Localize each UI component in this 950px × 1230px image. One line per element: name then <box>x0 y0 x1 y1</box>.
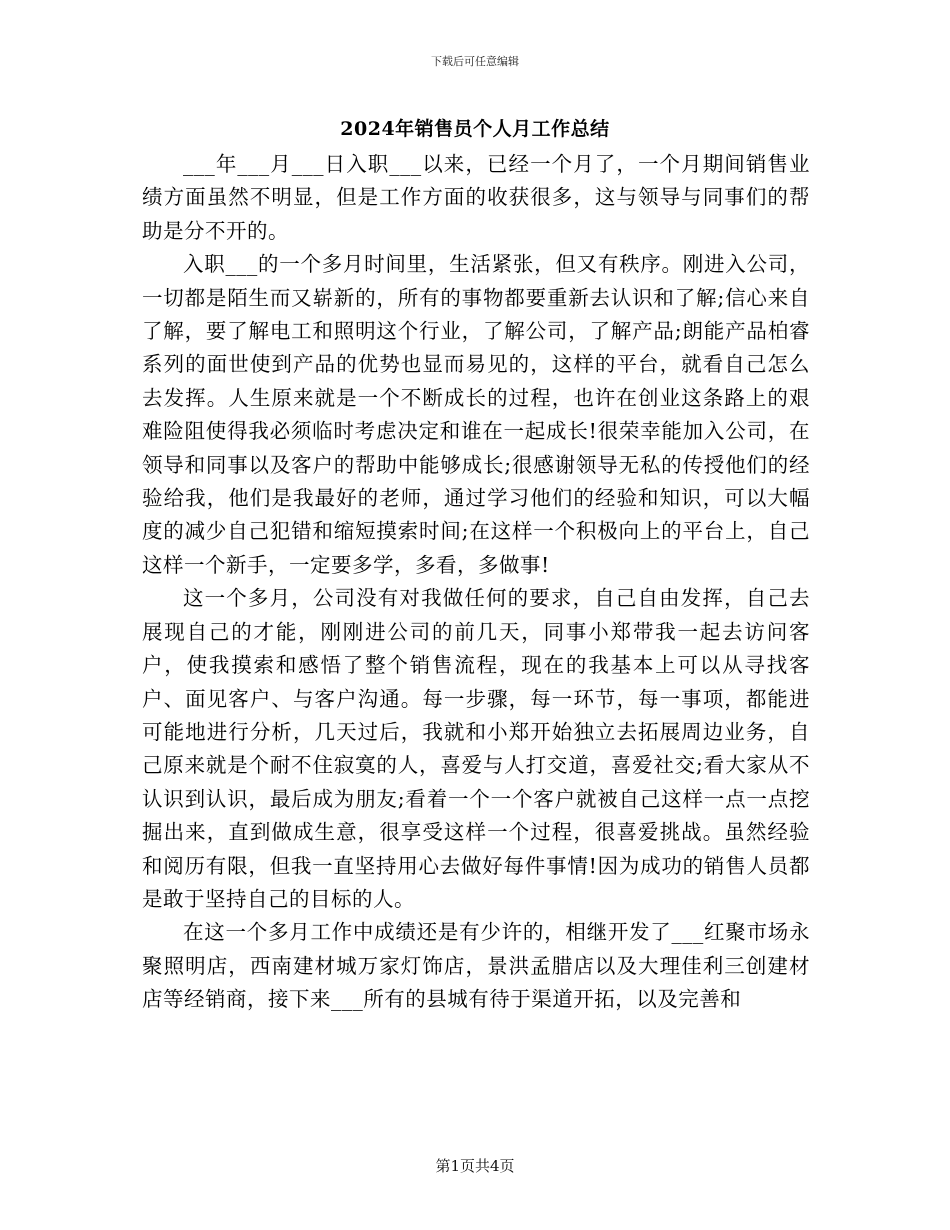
paragraph-1: ___年___月___日入职___以来，已经一个月了，一个月期间销售业绩方面虽然不明显，但是工作方面的收获很多，这与领导与同事们的帮助是分不开的。 <box>142 152 810 243</box>
document-body <box>142 148 810 1017</box>
paragraph-4: 在这一个多月工作中成绩还是有少许的，相继开发了___红聚市场永聚照明店，西南建材城万家灯饰店，景洪孟腊店以及大理佳利三创建材店等经销商，接下来___所有的县城有待于渠道开拓，以及完善和 <box>142 920 810 1012</box>
paragraph-3: 这一个多月，公司没有对我做任何的要求，自己自由发挥，自己去展现自己的才能，刚刚进公司的前几天，同事小郑带我一起去访问客户，使我摸索和感悟了整个销售流程，现在的我基本上可以从寻找客户、面见客户、与客户沟通。每一步骤，每一环节，每一事项，都能进可能地进行分析，几天过后，我就和小郑开始独立去拓展周边业务，自己原来就是个耐不住寂寞的人，喜爱与人打交道，喜爱社交;看大家从不认识到认识，最后成为朋友;看着一个一个客户就被自己这样一点一点挖掘出来，直到做成生意，很享受这样一个过程，很喜爱挑战。虽然经验和阅历有限，但我一直坚持用心去做好每件事情!因为成功的销售人员都是敢于坚持自己的目标的人。 <box>142 586 810 911</box>
header-note: 下载后可任意编辑 <box>431 55 519 68</box>
page-footer: 第1页共4页 <box>435 1157 515 1175</box>
paragraph-2: 入职___的一个多月时间里，生活紧张，但又有秩序。刚进入公司，一切都是陌生而又崭新的，所有的事物都要重新去认识和了解;信心来自了解，要了解电工和照明这个行业，了解公司，了解产品;朗能产品柏睿系列的面世使到产品的优势也显而易见的，这样的平台，就看自己怎么去发挥。人生原来就是一个不断成长的过程，也许在创业这条路上的艰难险阻使得我必须临时考虑决定和谁在一起成长!很荣幸能加入公司，在领导和同事以及客户的帮助中能够成长;很感谢领导无私的传授他们的经验给我，他们是我最好的老师，通过学习他们的经验和知识，可以大幅度的减少自己犯错和缩短摸索时间;在这样一个积极向上的平台上，自己这样一个新手，一定要多学，多看，多做事! <box>142 252 810 577</box>
document-title: 2024年销售员个人月工作总结 <box>340 118 610 140</box>
